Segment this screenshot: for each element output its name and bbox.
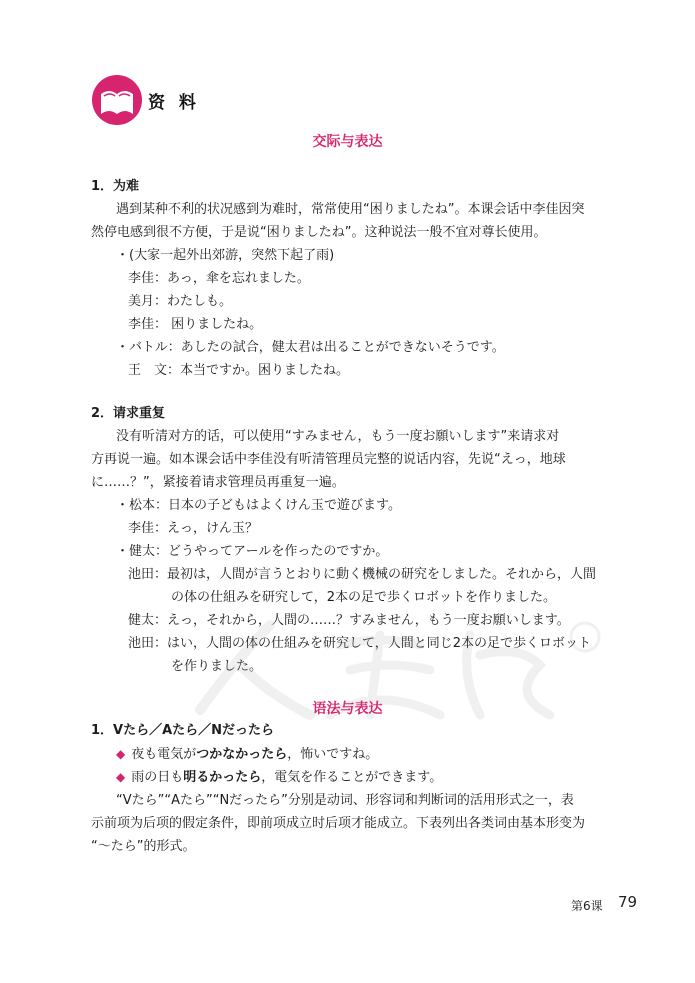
heading-trouble: 1．为难 [91, 179, 140, 194]
dialogue-line: 美月：わたしも。 [128, 294, 233, 309]
dialogue-line: ・健太：どうやってアールを作ったのですか。 [116, 544, 389, 559]
section-title-communication: 交际与表达 [312, 134, 383, 150]
example-intro: ・(大家一起外出郊游，突然下起了雨) [116, 248, 335, 263]
paragraph-line: “～たら”的形式。 [91, 839, 196, 854]
section-title-grammar: 语法与表达 [312, 701, 383, 717]
heading-request-repeat: 2．请求重复 [91, 406, 166, 421]
heading-tara: 1．Vたら／Aたら／Nだったら [91, 723, 275, 738]
book-icon [91, 74, 143, 126]
dialogue-line: 池田：最初は，人間が言うとおりに動く機械の研究をしました。それから，人間 [128, 567, 597, 582]
paragraph-line: 方再说一遍。如本课会话中李佳没有听清管理员完整的说话内容，先说“えっ，地球 [91, 452, 566, 467]
paragraph-line: 示前项为后项的假定条件，即前项成立时后项才能成立。下表列出各类词由基本形变为 [91, 816, 586, 831]
sentence-part: 夜も電気が [131, 747, 197, 762]
paragraph-line: に……？”，紧接着请求管理员再重复一遍。 [91, 475, 345, 490]
dialogue-line: を作りました。 [171, 659, 263, 674]
dialogue-line: 池田：はい，人間の体の仕組みを研究して，人間と同じ2本の足で歩くロボット [128, 636, 592, 651]
dialogue-line: 李佳： 困りましたね。 [128, 317, 263, 332]
paragraph-line: 遇到某种不利的状况感到为难时，常常使用“困りましたね”。本课会话中李佳因突 [116, 202, 585, 217]
example-sentence [116, 745, 378, 764]
section-badge-title: 资 料 [148, 93, 200, 113]
dialogue-line: 李佳：あっ，傘を忘れました。 [128, 271, 310, 286]
lesson-label: 第6课 [571, 899, 603, 913]
sentence-part: ，怖いですね。 [287, 747, 379, 762]
paragraph-line: “Vたら”“Aたら”“Nだったら”分别是动词、形容词和判断词的活用形式之一，表 [116, 793, 574, 808]
sentence-part: ，電気を作ることができます。 [261, 770, 443, 785]
diamond-bullet-icon: ◆ [116, 770, 126, 784]
dialogue-line: の体の仕組みを研究して，2本の足で歩くロボットを作りました。 [171, 590, 557, 605]
dialogue-line: 李佳：えっ，けん玉？ [128, 521, 259, 536]
sentence-emphasis: 明るかったら [183, 770, 262, 785]
dialogue-line: ・松本：日本の子どもはよくけん玉で遊びます。 [116, 498, 401, 513]
example-sentence [116, 768, 442, 787]
page-number: 79 [618, 893, 638, 911]
paragraph-line: 然停电感到很不方便，于是说“困りましたね”。这种说法一般不宜对尊长使用。 [91, 225, 547, 240]
paragraph-line: 没有听清对方的话，可以使用“すみません，もう一度お願いします”来请求对 [116, 429, 560, 444]
sentence-part: 雨の日も [131, 770, 184, 785]
diamond-bullet-icon: ◆ [116, 747, 126, 761]
dialogue-line: 王 文：本当ですか。困りましたね。 [128, 363, 350, 378]
dialogue-line: ・バトル：あしたの試合，健太君は出ることができないそうです。 [116, 340, 505, 355]
dialogue-line: 健太：えっ，それから，人間の……？すみません，もう一度お願いします。 [128, 613, 570, 628]
sentence-emphasis: つかなかったら [196, 747, 288, 762]
